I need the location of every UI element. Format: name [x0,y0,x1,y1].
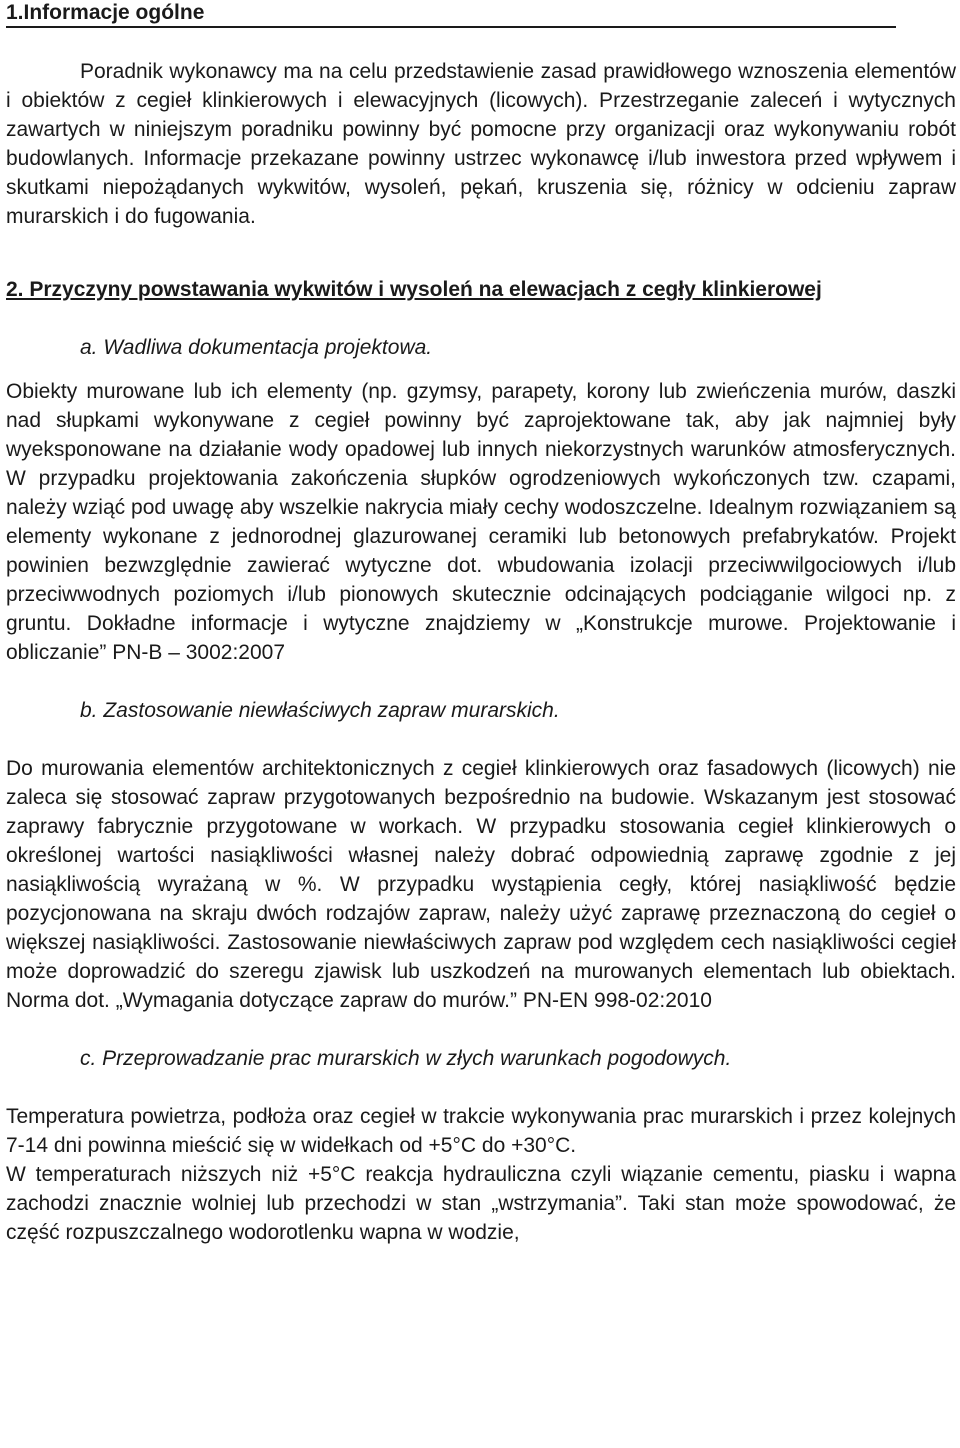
subsection-b-title: b. Zastosowanie niewłaściwych zapraw murarskich. [80,699,560,722]
subsection-c-paragraph-1: Temperatura powietrza, podłoża oraz cegieł w trakcie wykonywania prac murarskich i przez kolejnych 7-14 dni powinna mieścić się w widełkach od +5°C do +30°C. [6,1105,956,1157]
subsection-b-paragraph: Do murowania elementów architektonicznych z cegieł klinkierowych oraz fasadowych (licowych) nie zaleca się stosować zapraw przygotowanych bezpośrednio na budowie. Wskazanym jest stosować zaprawy fabrycznie przygotowane w workach. W przypadku stosowania cegieł klinkierowych o określonej wartości nasiąkliwości własnej należy dobrać odpowiednią zaprawę zgodnie z jej nasiąkliwością wyrażaną w %. W przypadku wystąpienia cegły, której nasiąkliwość będzie pozycjonowana na skraju dwóch rodzajów zapraw, należy użyć zaprawę przeznaczoną do cegieł o większej nasiąkliwości. Zastosowanie niewłaściwych zapraw pod względem cech nasiąkliwości cegieł może doprowadzić do szeregu zjawisk lub uszkodzeń na murowanych elementach lub obiektach. Norma dot. „Wymagania dotyczące zapraw do murów.” PN-EN 998-02:2010 [6,757,956,1012]
subsection-c-title: c. Przeprowadzanie prac murarskich w złych warunkach pogodowych. [80,1047,732,1070]
subsection-a-title: a. Wadliwa dokumentacja projektowa. [80,336,433,359]
subsection-c-paragraph-2: W temperaturach niższych niż +5°C reakcja hydrauliczna czyli wiązanie cementu, piasku i wapna zachodzi znacznie wolniej lub przechodzi w stan „wstrzymania”. Taki stan może spowodować, że część rozpuszczalnego wodorotlenku wapna w wodzie, [6,1163,956,1244]
subsection-a-paragraph: Obiekty murowane lub ich elementy (np. gzymsy, parapety, korony lub zwieńczenia murów, daszki nad słupkami wykonywane z cegieł powinny być zaprojektowane tak, aby jak najmniej były wyeksponowane na działanie wody opadowej lub innych niekorzystnych warunków atmosferycznych. W przypadku projektowania zakończenia słupków ogrodzeniowych wykończonych tzw. czapami, należy wziąć pod uwagę aby wszelkie nakrycia miały cechy wodoszczelne. Idealnym rozwiązaniem są elementy wykonane z jednorodnej glazurowanej ceramiki lub betonowych prefabrykatów. Projekt powinien bezwzględnie zawierać wytyczne dot. wbudowania izolacji przeciwwilgociowych i/lub przeciwwodnych poziomych i/lub pionowych skutecznie odcinających podciąganie wilgoci np. z gruntu. Dokładne informacje i wytyczne znajdziemy w „Konstrukcje murowe. Projektowanie i obliczanie” PN-B – 3002:2007 [6,380,956,664]
section-1-heading: 1.Informacje ogólne [6,0,896,28]
section-2-heading: 2. Przyczyny powstawania wykwitów i wysoleń na elewacjach z cegły klinkierowej [6,278,822,301]
section-1-paragraph: Poradnik wykonawcy ma na celu przedstawienie zasad prawidłowego wznoszenia elementów i obiektów z cegieł klinkierowych i elewacyjnych (licowych). Przestrzeganie zaleceń i wytycznych zawartych w niniejszym poradniku powinny być pomocne przy organizacji oraz wykonywaniu robót budowlanych. Informacje przekazane powinny ustrzec wykonawcę i/lub inwestora przed wpływem i skutkami niepożądanych wykwitów, wysoleń, pękań, kruszenia się, różnicy w odcieniu zapraw murarskich i do fugowania. [6,60,956,228]
